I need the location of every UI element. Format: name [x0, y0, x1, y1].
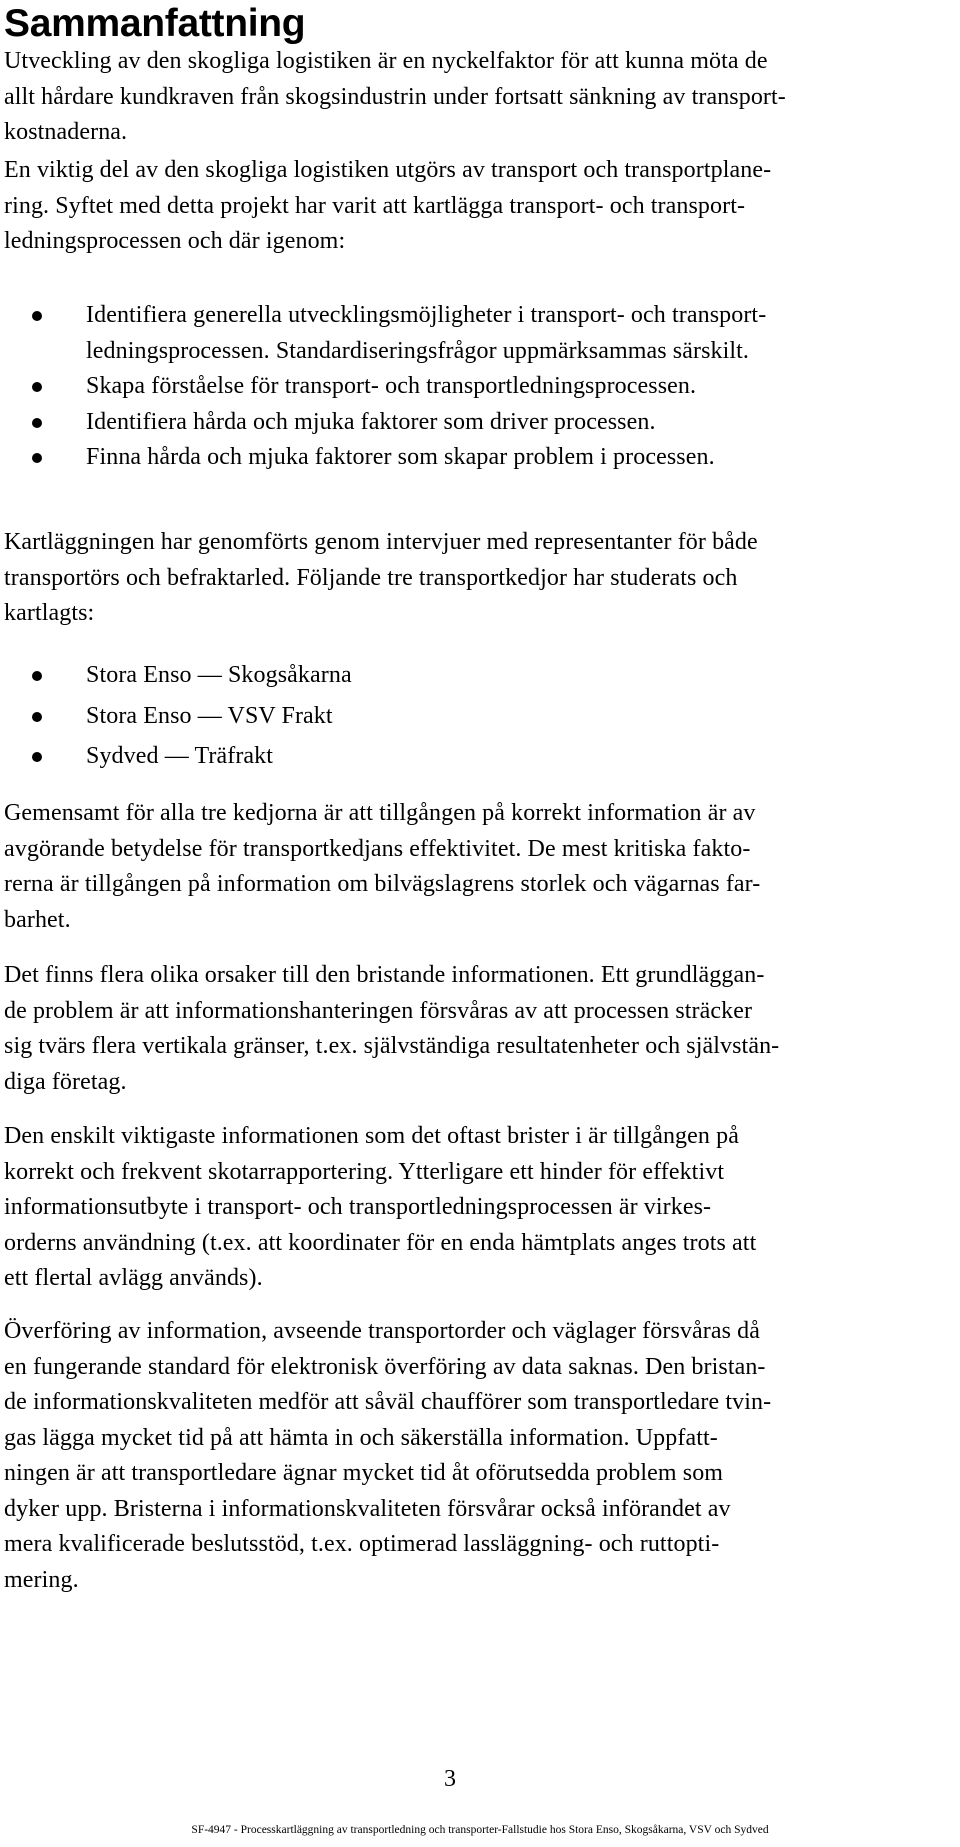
list-item	[0, 440, 910, 476]
paragraph-common	[4, 796, 904, 938]
text-line: Finna hårda och mjuka faktorer som skapar problem i processen.	[86, 444, 715, 470]
bullet-icon	[32, 671, 42, 681]
paragraph-transfer	[4, 1314, 904, 1598]
text-line: Identifiera generella utvecklingsmöjligheter i transport- och transport-	[86, 302, 767, 328]
bullet-icon	[32, 453, 42, 463]
paragraph-method	[4, 525, 904, 632]
list-item	[0, 739, 910, 775]
text-line: Gemensamt för alla tre kedjorna är att tillgången på korrekt information är av	[4, 800, 756, 826]
text-line: ledningsprocessen och där igenom:	[4, 228, 346, 254]
paragraph-key-information	[4, 1119, 904, 1297]
text-line: informationsutbyte i transport- och transportledningsprocessen är virkes-	[4, 1194, 712, 1220]
bullet-icon	[32, 752, 42, 762]
text-line: gas lägga mycket tid på att hämta in och säkerställa information. Uppfatt-	[4, 1424, 718, 1451]
bullet-icon	[32, 712, 42, 722]
text-line: diga företag.	[4, 1068, 127, 1095]
text-line: Den enskilt viktigaste informationen som det oftast brister i är tillgången på	[4, 1123, 739, 1149]
text-line: mera kvalificerade beslutsstöd, t.ex. optimerad lassläggning- och ruttopti-	[4, 1531, 720, 1557]
text-line: barhet.	[4, 906, 71, 933]
page-number: 3	[444, 1766, 456, 1792]
text-line: de problem är att informationshanteringen försvåras av att processen sträcker	[4, 997, 753, 1024]
text-line: ring. Syftet med detta projekt har varit att kartlägga transport- och transport-	[4, 192, 746, 219]
text-line: de informationskvaliteten medför att såväl chaufförer som transportledare tvin-	[4, 1389, 772, 1415]
bullet-icon	[32, 311, 42, 321]
text-line: Överföring av information, avseende transportorder och väglager försvåras då	[4, 1318, 760, 1344]
text-line: en fungerande standard för elektronisk överföring av data saknas. Den bristan-	[4, 1353, 766, 1380]
list-item	[0, 298, 910, 369]
list-item	[0, 405, 910, 441]
paragraph-purpose	[4, 153, 904, 260]
list-item	[0, 699, 910, 735]
text-line: allt hårdare kundkraven från skogsindustrin under fortsatt sänkning av transport-	[4, 83, 786, 110]
paragraph-causes	[4, 958, 904, 1100]
text-line: ett flertal avlägg används).	[4, 1265, 263, 1291]
goals-list	[0, 298, 910, 476]
text-line: rerna är tillgången på information om bilvägslagrens storlek och vägarnas far-	[4, 871, 761, 897]
text-line: Sydved — Träfrakt	[86, 743, 274, 769]
text-line: Stora Enso — VSV Frakt	[86, 702, 333, 729]
list-item	[0, 658, 910, 694]
text-line: dyker upp. Bristerna i informationskvaliteten försvårar också införandet av	[4, 1495, 731, 1522]
text-line: Identifiera hårda och mjuka faktorer som driver processen.	[86, 408, 656, 435]
text-line: Skapa förståelse för transport- och transportledningsprocessen.	[86, 373, 697, 399]
text-line: mering.	[4, 1566, 79, 1593]
text-line: ningen är att transportledare ägnar mycket tid åt oförutsedda problem som	[4, 1460, 724, 1486]
chains-list	[0, 658, 910, 775]
text-line: transportörs och befraktarled. Följande tre transportkedjor har studerats och	[4, 564, 738, 591]
text-line: En viktig del av den skogliga logistiken utgörs av transport och transportplane-	[4, 157, 772, 183]
text-line: sig tvärs flera vertikala gränser, t.ex. självständiga resultatenheter och självstän-	[4, 1033, 780, 1059]
list-item	[0, 369, 910, 405]
page-footer: SF-4947 - Processkartläggning av transportledning och transporter-Fallstudie hos Stora Enso, Skogsåkarna, VSV och Sydved	[191, 1824, 769, 1836]
text-line: kartlagts:	[4, 600, 95, 626]
bullet-icon	[32, 382, 42, 392]
text-line: Kartläggningen har genomförts genom intervjuer med representanter för både	[4, 529, 758, 555]
text-line: korrekt och frekvent skotarrapportering. Ytterligare ett hinder för effektivt	[4, 1158, 725, 1185]
text-line: kostnaderna.	[4, 119, 128, 145]
text-line: ledningsprocessen. Standardiseringsfrågor uppmärksammas särskilt.	[86, 337, 750, 364]
text-line: avgörande betydelse för transportkedjans effektivitet. De mest kritiska fakto-	[4, 835, 751, 862]
paragraph-intro	[4, 44, 904, 151]
page-heading: Sammanfattning	[4, 2, 306, 45]
text-line: Utveckling av den skogliga logistiken är en nyckelfaktor för att kunna möta de	[4, 48, 768, 74]
text-line: Stora Enso — Skogsåkarna	[86, 662, 352, 688]
text-line: Det finns flera olika orsaker till den bristande informationen. Ett grundläggan-	[4, 962, 765, 988]
text-line: orderns användning (t.ex. att koordinater för en enda hämtplats anges trots att	[4, 1229, 757, 1256]
bullet-icon	[32, 418, 42, 428]
